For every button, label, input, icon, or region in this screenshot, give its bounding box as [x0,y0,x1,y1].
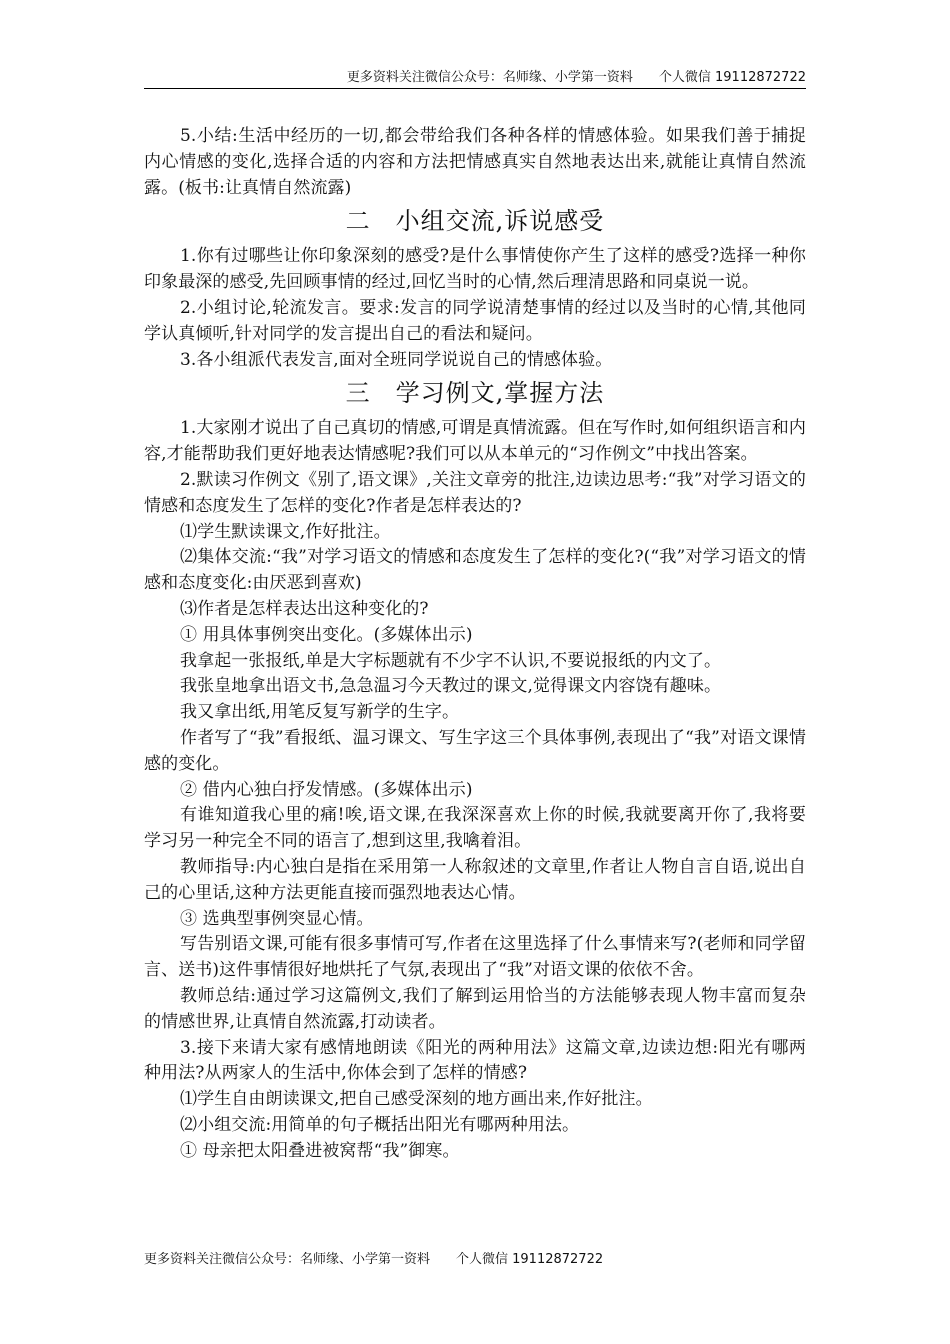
paragraph: ⑵集体交流:“我”对学习语文的情感和态度发生了怎样的变化?(“我”对学习语文的情感和态度变化:由厌恶到喜欢) [144,547,806,594]
section-heading-2: 二 小组交流,诉说感受 [345,207,605,236]
quoted-paragraph: 有谁知道我心里的痛!唉,语文课,在我深深喜欢上你的时候,我就要离开你了,我将要学习另一种完全不同的语言了,想到这里,我噙着泪。 [144,805,806,852]
paragraph: 作者写了“我”看报纸、温习课文、写生字这三个具体事例,表现出了“我”对语文课情感的变化。 [144,727,806,774]
paragraph: ① 用具体事例突出变化。(多媒体出示) [180,624,473,645]
paragraph: ① 母亲把太阳叠进被窝帮“我”御寒。 [180,1140,460,1161]
paragraph: ⑵小组交流:用简单的句子概括出阳光有哪两种用法。 [180,1114,580,1135]
page-footer: 更多资料关注微信公众号：名师缘、小学第一资料 个人微信 19112872722 [144,1252,604,1267]
quoted-paragraph: 我拿起一张报纸,单是大字标题就有不少字不认识,不要说报纸的内文了。 [180,650,722,671]
paragraph: ③ 选典型事例突显心情。 [180,908,374,929]
header-divider [144,88,806,89]
quoted-paragraph: 我又拿出纸,用笔反复写新学的生字。 [180,702,460,723]
paragraph: 1.你有过哪些让你印象深刻的感受?是什么事情使你产生了这样的感受?选择一种你印象最深的感受,先回顾事情的经过,回忆当时的心情,然后理清思路和同桌说一说。 [144,246,806,293]
paragraph: ⑶作者是怎样表达出这种变化的? [180,598,429,619]
paragraph: 3.各小组派代表发言,面对全班同学说说自己的情感体验。 [180,349,613,370]
summary-paragraph: 5.小结:生活中经历的一切,都会带给我们各种各样的情感体验。如果我们善于捕捉内心情感的变化,选择合适的内容和方法把情感真实自然地表达出来,就能让真情自然流露。(板书:让真情自然流露) [144,126,806,198]
paragraph: 2.小组讨论,轮流发言。要求:发言的同学说清楚事情的经过以及当时的心情,其他同学认真倾听,针对同学的发言提出自己的看法和疑问。 [144,297,806,344]
paragraph: ⑴学生自由朗读课文,把自己感受深刻的地方画出来,作好批注。 [180,1089,653,1110]
quoted-paragraph: 我张皇地拿出语文书,急急温习今天教过的课文,觉得课文内容饶有趣味。 [180,676,722,697]
paragraph: ② 借内心独白抒发情感。(多媒体出示) [180,779,473,800]
paragraph: 2.默读习作例文《别了,语文课》,关注文章旁的批注,边读边思考:“我”对学习语文的情感和态度发生了怎样的变化?作者是怎样表达的? [144,469,806,516]
page-header: 更多资料关注微信公众号：名师缘、小学第一资料 个人微信 19112872722 [346,70,806,85]
paragraph: ⑴学生默读课文,作好批注。 [180,521,391,542]
paragraph: 1.大家刚才说出了自己真切的情感,可谓是真情流露。但在写作时,如何组织语言和内容,才能帮助我们更好地表达情感呢?我们可以从本单元的“习作例文”中找出答案。 [144,418,806,465]
section-heading-3: 三 学习例文,掌握方法 [345,379,605,408]
paragraph: 写告别语文课,可能有很多事情可写,作者在这里选择了什么事情来写?(老师和同学留言、送书)这件事情很好地烘托了气氛,表现出了“我”对语文课的依依不舍。 [144,934,806,981]
paragraph: 3.接下来请大家有感情地朗读《阳光的两种用法》这篇文章,边读边想:阳光有哪两种用法?从两家人的生活中,你体会到了怎样的情感? [144,1037,806,1084]
paragraph: 教师总结:通过学习这篇例文,我们了解到运用恰当的方法能够表现人物丰富而复杂的情感世界,让真情自然流露,打动读者。 [144,985,806,1032]
document-body [144,124,806,1164]
paragraph: 教师指导:内心独白是指在采用第一人称叙述的文章里,作者让人物自言自语,说出自己的心里话,这种方法更能直接而强烈地表达心情。 [144,856,806,903]
